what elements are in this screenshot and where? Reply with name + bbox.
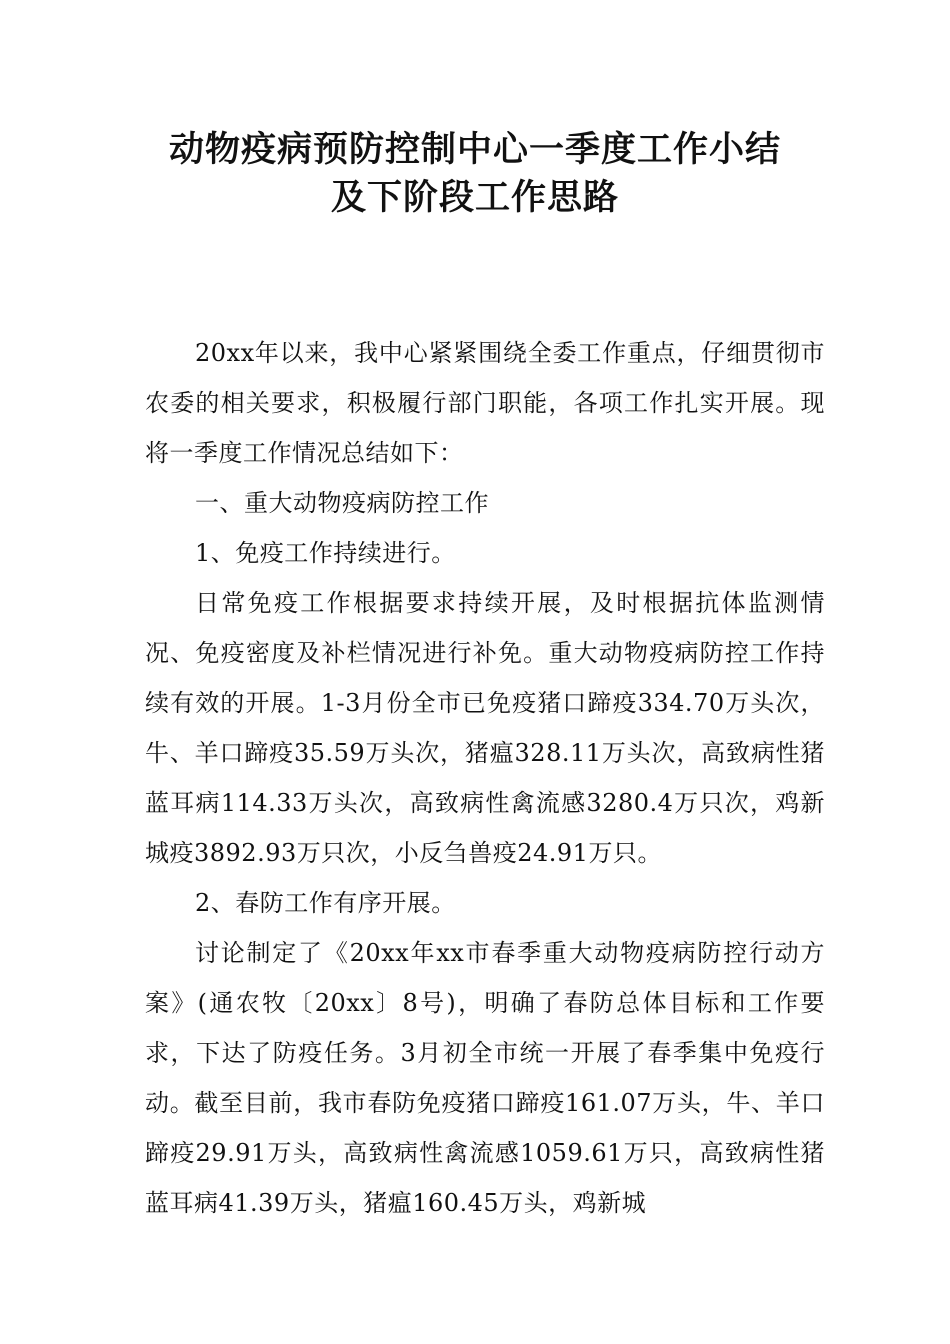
document-title bbox=[0, 126, 950, 222]
document-body bbox=[145, 328, 825, 1228]
title-line-2: 及下阶段工作思路 bbox=[330, 178, 619, 218]
section-heading-1: 一、重大动物疫病防控工作 bbox=[195, 489, 489, 517]
subheading-2: 2、春防工作有序开展。 bbox=[195, 889, 456, 917]
title-line-1: 动物疫病预防控制中心一季度工作小结 bbox=[168, 130, 781, 170]
subheading-1: 1、免疫工作持续进行。 bbox=[195, 539, 456, 567]
paragraph-immunization: 日常免疫工作根据要求持续开展，及时根据抗体监测情况、免疫密度及补栏情况进行补免。重大动物疫病防控工作持续有效的开展。1-3月份全市已免疫猪口蹄疫334.70万头次，牛、羊口蹄疫35.59万头次，猪瘟328.11万头次，高致病性猪蓝耳病114.33万头次，高致病性禽流感3280.4万只次，鸡新城疫3892.93万只次，小反刍兽疫24.91万只。 bbox=[145, 589, 825, 867]
paragraph-intro: 20xx年以来，我中心紧紧围绕全委工作重点，仔细贯彻市农委的相关要求，积极履行部门职能，各项工作扎实开展。现将一季度工作情况总结如下： bbox=[145, 339, 825, 467]
paragraph-spring-prevention: 讨论制定了《20xx年xx市春季重大动物疫病防控行动方案》(通农牧〔20xx〕8号)，明确了春防总体目标和工作要求，下达了防疫任务。3月初全市统一开展了春季集中免疫行动。截至目前，我市春防免疫猪口蹄疫161.07万头，牛、羊口蹄疫29.91万头，高致病性禽流感1059.61万只，高致病性猪蓝耳病41.39万头，猪瘟160.45万头，鸡新城 bbox=[145, 939, 825, 1217]
